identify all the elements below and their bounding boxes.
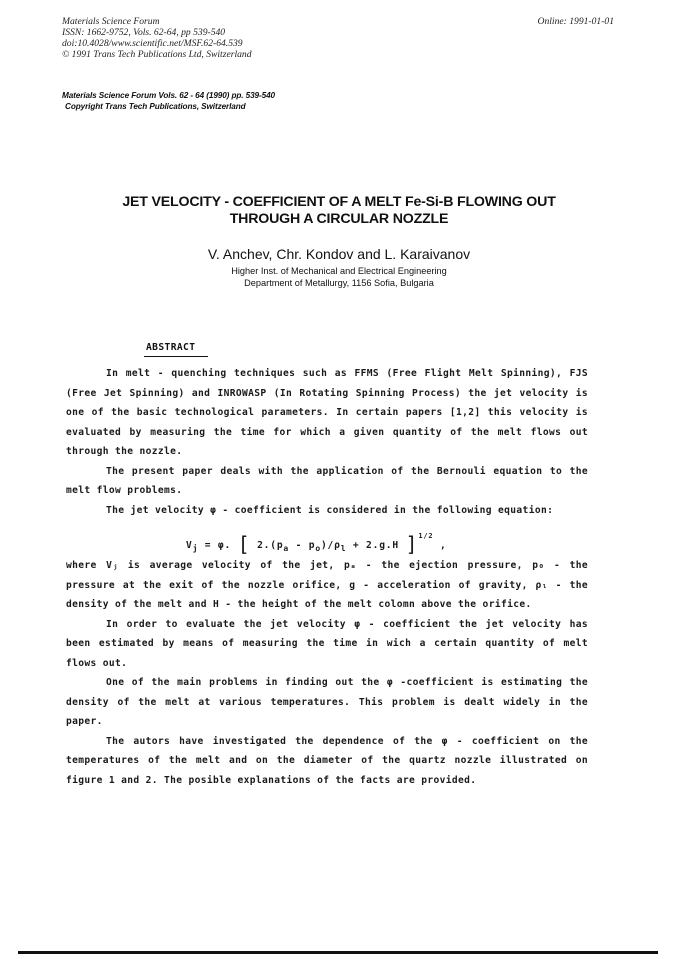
abstract-paragraph-7: The autors have investigated the dependence of the φ - coefficient on the temperatures of the melt and on the diameter of the quartz nozzle illustrated on figure 1 and 2. The posible explanations of the facts are provided. [66, 735, 588, 786]
journal-citation [62, 90, 275, 112]
eq-inner-2: - p [289, 540, 316, 551]
affiliation-line-2: Department of Metallurgy, 1156 Sofia, Bulgaria [244, 277, 434, 288]
eq-mid: = φ. [198, 540, 238, 551]
eq-exponent: 1/2 [418, 532, 434, 540]
eq-inner-4: + 2.g.H [346, 540, 406, 551]
abstract-underline [144, 356, 208, 357]
abstract-paragraph-3: The jet velocity φ - coefficient is considered in the following equation: [106, 504, 554, 516]
jet-velocity-equation [66, 520, 588, 556]
paper-title [40, 194, 638, 228]
eq-sub-o: o [315, 543, 321, 553]
abstract-heading: ABSTRACT [146, 342, 196, 353]
meta-issn-line: ISSN: 1662-9752, Vols. 62-64, pp 539-540 [62, 27, 226, 38]
affiliation-line-1: Higher Inst. of Mechanical and Electrical Engineering [231, 266, 447, 276]
meta-copyright-line: © 1991 Trans Tech Publications Ltd, Switzerland [62, 49, 252, 60]
abstract-paragraph-1: In melt - quenching techniques such as FFMS (Free Flight Melt Spinning), FJS (Free Jet Spinning) and INROWASP (In Rotating Spinning Process) the jet velocity is one of the basic technological parameters. In certain papers [1,2] this velocity is evaluated by measuring the time for which a given quantity of the melt flows out through the nozzle. [66, 368, 588, 457]
footer-rule [18, 951, 658, 954]
affiliation [40, 266, 638, 289]
meta-journal-line: Materials Science Forum [62, 16, 160, 27]
journal-copyright-line: Copyright Trans Tech Publications, Switzerland [65, 102, 246, 111]
eq-close-bracket: ] [405, 532, 419, 556]
title-line-2: THROUGH A CIRCULAR NOZZLE [229, 211, 449, 227]
publication-metadata [62, 16, 252, 60]
authors: V. Anchev, Chr. Kondov and L. Karaivanov [207, 246, 471, 262]
abstract-body [66, 364, 588, 790]
eq-sub-l: l [340, 543, 347, 553]
eq-tail: , [433, 540, 447, 551]
eq-lhs: V [186, 540, 193, 551]
abstract-paragraph-5: In order to evaluate the jet velocity φ - coefficient the jet velocity has been estimated by means of measuring the time in wich a certain quantity of melt flows out. [66, 618, 588, 669]
journal-volume-line: Materials Science Forum Vols. 62 - 64 (1990) pp. 539-540 [62, 91, 275, 100]
eq-lhs-sub: j [192, 543, 199, 553]
abstract-paragraph-4: where Vⱼ is average velocity of the jet, pₐ - the ejection pressure, p₀ - the pressure at the exit of the nozzle orifice, g - acceleration of gravity, ρₗ - the density of the melt and H - the height of the melt colomn above the orifice. [66, 560, 588, 610]
equation-expression [186, 527, 447, 558]
eq-sub-a: a [283, 543, 290, 553]
eq-open-bracket: [ [237, 532, 251, 556]
eq-inner: 2.(p [250, 540, 284, 551]
meta-doi-line: doi:10.4028/www.scientific.net/MSF.62-64.539 [62, 38, 243, 49]
title-line-1: JET VELOCITY - COEFFICIENT OF A MELT Fe-Si-B FLOWING OUT [122, 194, 556, 210]
abstract-paragraph-2: The present paper deals with the application of the Bernouli equation to the melt flow problems. [66, 465, 588, 496]
abstract-paragraph-6: One of the main problems in finding out the φ -coefficient is estimating the density of the melt at various temperatures. This problem is dealt widely in the paper. [66, 677, 588, 727]
online-date: Online: 1991-01-01 [537, 16, 614, 27]
eq-inner-3: )/ρ [320, 540, 341, 551]
